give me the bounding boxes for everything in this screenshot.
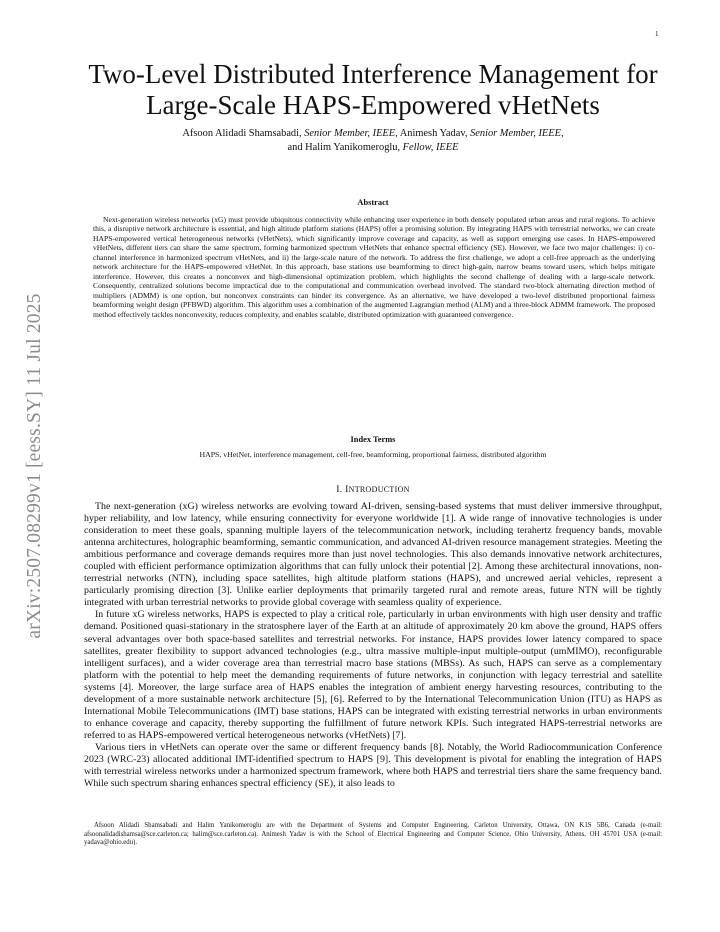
paragraph: In future xG wireless networks, HAPS is expected to play a critical role, particularly in urban environments with high user density and traffic demand. Positioned quasi-stationary in the stratosphere layer of the Earth at an altitude of approximately 20 km above the ground, HAPS offers several advantages over both space-based satellites and terrestrial networks. For instance, HAPS provides lower latency compared to space satellites, greater flexibility to support advanced technologies (e.g., ultra massive multiple-input multiple-output (umMIMO), reconfigurable intelligent surfaces), and a wider coverage area than terrestrial macro base stations (MBSs). As such, HAPS can serve as a complementary platform with the potential to help meet the demanding requirements of future networks, in conjunction with legacy terrestrial and satellite systems [4]. Moreover, the large surface area of HAPS enables the integration of ambient energy harvesting resources, contributing to the development of a more sustainable network architecture [5], [6]. Referred to by the International Telecommunication Union (ITU) as HAPS as International Mobile Telecommunications (IMT) base stations, HAPS can be integrated with existing terrestrial networks in urban environments to enhance coverage and capacity, thereby supporting the fulfillment of future network KPIs. Such integrated HAPS-terrestrial networks are referred to as HAPS-empowered vertical heterogeneous networks (vHetNets) [7]. [84,609,662,741]
author-line-2 [84,141,662,155]
author-2-role: Senior Member, IEEE, [470,128,564,139]
section-heading [84,484,662,495]
author-1-name: Afsoon Alidadi Shamsabadi, [182,128,305,139]
author-list [84,127,662,155]
author-3-name: and Halim Yanikomeroglu, [287,142,403,153]
author-line-1 [84,127,662,141]
index-terms: HAPS, vHetNet, interference management, cell-free, beamforming, proportional fairness, distributed algorithm [199,450,547,459]
paper-title [84,59,662,121]
abstract-heading: Abstract [357,198,389,207]
author-2-name: Animesh Yadav, [397,128,471,139]
section-numeral: I. [336,484,346,495]
body-text [84,501,662,790]
footnote: Afsoon Alidadi Shamsabadi and Halim Yanikomeroglu are with the Department of Systems and Computer Engineering, Carleton University, Ottawa, ON K1S 5B6, Canada (e-mail: afsoonalidadishamsa@sce.carleton.ca; halim@sce.carleton.ca). Animesh Yadav is with the School of Electrical Engineering and Computer Science, Ohio University, Athens, OH 45701 USA (e-mail: yadava@ohio.edu). [84,822,662,846]
paragraph: The next-generation (xG) wireless networks are evolving toward AI-driven, sensing-based systems that must deliver immersive throughput, hyper reliability, and low latency, while ensuring connectivity for everyone worldwide [1]. A wide range of innovative technologies is under consideration to meet these goals, spanning multiple layers of the telecommunication network, including terahertz frequency bands, movable antenna architectures, holographic beamforming, semantic communication, and advanced AI-driven resource management strategies. Meeting the ambitious performance and coverage demands requires more than just novel technologies. This also demands innovative network architectures, coupled with efficient performance optimization algorithms that can fully unlock their potential [2]. Among these architectural innovations, non-terrestrial networks (NTN), including space satellites, high altitude platform stations (HAPS), and uncrewed aerial vehicles, represent a particularly promising direction [3]. Unlike earlier deployments that primarily targeted rural and remote areas, future NTN will be tightly integrated with urban terrestrial networks to provide global coverage with seamless quality of experience. [84,501,662,609]
section-title-initial: I [345,484,349,495]
author-1-role: Senior Member, IEEE, [304,128,398,139]
arxiv-identifier[interactable]: arXiv:2507.08299v1 [eess.SY] 11 Jul 2025 [24,293,45,639]
title-line-2: Large-Scale HAPS-Empowered vHetNets [146,90,600,120]
abstract-text: Next-generation wireless networks (xG) must provide ubiquitous connectivity while enhancing user experience in both densely populated urban areas and rural regions. To achieve this, a disruptive network architecture is essential, and high altitude platform stations (HAPS) offer a promising solution. By integrating HAPS with terrestrial networks, we can create HAPS-empowered vertical heterogeneous networks (vHetNets), which significantly improve coverage and capacity, as well as support emerging use cases. In HAPS-empowered vHetNets, different tiers can share the same spectrum, forming harmonized spectrum vHetNets that enhance spectral efficiency (SE). However, we face two major challenges: i) co-channel interference in harmonized spectrum vHetNets, and ii) the large-scale nature of the network. To address the first challenge, we adopt a cell-free approach as the underlying network architecture for the HAPS-empowered vHetNet. In this approach, base stations use beamforming to direct high-gain, narrow beams toward users, which helps mitigate interference. However, this creates a nonconvex and high-dimensional optimization problem, which highlights the second challenge of dealing with a large-scale network. Consequently, centralized solutions become impractical due to the computational and communication overhead involved. The standard two-block alternating direction method of multipliers (ADMM) is one option, but nonconvex constraints can hinder its convergence. As an alternative, we have developed a two-level distributed proportional fairness beamforming weight design (PFBWD) algorithm. This algorithm uses a combination of the augmented Lagrangian method (ALM) and a three-block ADMM framework. The proposed method effectively tackles nonconvexity, reduces complexity, and enables scalable, distributed optimization with guaranteed convergence. [93,215,655,319]
title-line-1: Two-Level Distributed Interference Management for [88,59,658,89]
paragraph: Various tiers in vHetNets can operate over the same or different frequency bands [8]. Notably, the World Radiocommunication Conference 2023 (WRC-23) allocated additional IMT-identified spectrum to HAPS [9]. This development is pivotal for enabling the integration of HAPS with terrestrial wireless networks under a harmonized spectrum framework, where both HAPS and terrestrial tiers share the same frequency band. While such spectrum sharing enhances spectral efficiency (SE), it also leads to [84,741,662,790]
page-number: 1 [655,30,659,38]
author-3-role: Fellow, IEEE [402,142,459,153]
index-terms-heading: Index Terms [350,435,396,444]
section-title-rest: NTRODUCTION [348,485,410,494]
